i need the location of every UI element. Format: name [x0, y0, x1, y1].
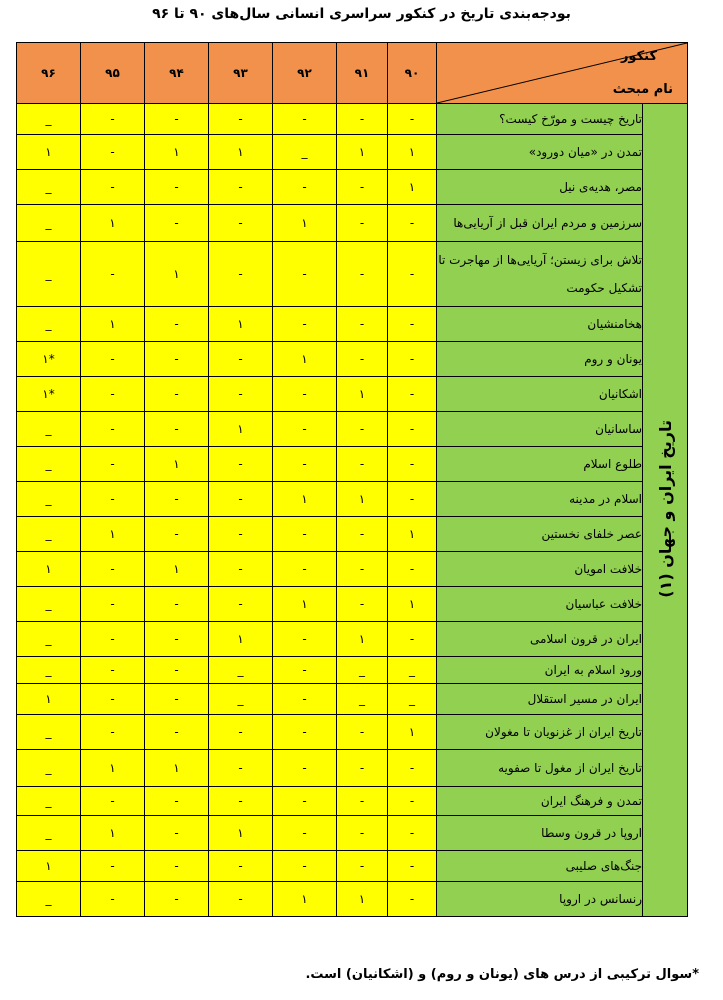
count-cell: ۱ [209, 135, 273, 170]
table-row [17, 342, 688, 377]
count-cell: - [337, 587, 388, 622]
page-title: بودجه‌بندی تاریخ در کنکور سراسری انسانی سال‌های ۹۰ تا ۹۶ [152, 6, 571, 22]
count-cell: - [145, 715, 209, 750]
count-cell: _ [17, 750, 81, 787]
count-cell: ۱ [145, 242, 209, 307]
count-cell: - [209, 104, 273, 135]
count-cell: - [81, 342, 145, 377]
count-cell: _ [337, 657, 388, 684]
count-cell: _ [17, 715, 81, 750]
konkur-label: کنکور [620, 49, 657, 64]
count-cell: ۱ [337, 377, 388, 412]
count-cell: - [388, 412, 437, 447]
count-cell: - [388, 242, 437, 307]
count-cell: ۱ [81, 517, 145, 552]
topic-name: ورود اسلام به ایران [437, 657, 643, 684]
count-cell: - [209, 587, 273, 622]
count-cell: - [81, 787, 145, 816]
count-cell: - [337, 104, 388, 135]
count-cell: _ [17, 170, 81, 205]
topic-name: خلافت عباسیان [437, 587, 643, 622]
topic-name: رنسانس در اروپا [437, 882, 643, 917]
count-cell: _ [17, 882, 81, 917]
count-cell: - [388, 342, 437, 377]
count-cell: ۱ [388, 135, 437, 170]
count-cell: - [145, 622, 209, 657]
count-cell: - [273, 307, 337, 342]
count-cell: - [209, 552, 273, 587]
count-cell: - [337, 851, 388, 882]
count-cell: - [81, 135, 145, 170]
count-cell: - [81, 882, 145, 917]
year-header: ۹۱ [337, 43, 388, 104]
count-cell: - [273, 622, 337, 657]
table-row [17, 622, 688, 657]
topic-name: تلاش برای زیستن؛ آریایی‌ها از مهاجرت تا تشکیل حکومت [437, 242, 643, 307]
count-cell: - [145, 816, 209, 851]
count-cell: - [145, 851, 209, 882]
table-row [17, 882, 688, 917]
count-cell: ۱ [388, 715, 437, 750]
count-cell: - [273, 851, 337, 882]
count-cell: - [273, 750, 337, 787]
count-cell: _ [17, 307, 81, 342]
count-cell: - [81, 170, 145, 205]
topic-name: اسلام در مدینه [437, 482, 643, 517]
count-cell: - [388, 552, 437, 587]
count-cell: _ [273, 135, 337, 170]
count-cell: - [388, 307, 437, 342]
table-row [17, 104, 688, 135]
count-cell: - [145, 587, 209, 622]
count-cell: - [388, 482, 437, 517]
table-row [17, 307, 688, 342]
count-cell: - [145, 377, 209, 412]
count-cell: ۱ [388, 587, 437, 622]
header-row [17, 43, 688, 104]
count-cell: - [337, 242, 388, 307]
count-cell: - [209, 750, 273, 787]
count-cell: _ [17, 816, 81, 851]
topic-name: اروپا در قرون وسطا [437, 816, 643, 851]
count-cell: - [273, 787, 337, 816]
count-cell: _ [17, 657, 81, 684]
count-cell: - [388, 447, 437, 482]
count-cell: ۱ [273, 587, 337, 622]
count-cell: ۱ [81, 750, 145, 787]
count-cell: - [145, 104, 209, 135]
count-cell: _ [17, 412, 81, 447]
count-cell: - [209, 342, 273, 377]
count-cell: ۱* [17, 342, 81, 377]
year-header: ۹۲ [273, 43, 337, 104]
count-cell: - [273, 377, 337, 412]
count-cell: ۱ [209, 816, 273, 851]
count-cell: ۱ [273, 205, 337, 242]
count-cell: - [337, 816, 388, 851]
count-cell: - [145, 342, 209, 377]
topic-name: ایران در قرون اسلامی [437, 622, 643, 657]
table-row [17, 851, 688, 882]
count-cell: - [388, 622, 437, 657]
count-cell: - [81, 482, 145, 517]
count-cell: ۱ [81, 816, 145, 851]
count-cell: - [388, 750, 437, 787]
count-cell: ۱ [81, 205, 145, 242]
count-cell: - [273, 412, 337, 447]
count-cell: - [145, 684, 209, 715]
count-cell: - [81, 377, 145, 412]
count-cell: - [145, 307, 209, 342]
footnote: *سوال ترکیبی از درس های (یونان و روم) و (اشکانیان) است. [305, 967, 699, 982]
count-cell: _ [388, 657, 437, 684]
count-cell: - [209, 377, 273, 412]
count-cell: - [337, 307, 388, 342]
table-row [17, 816, 688, 851]
topic-name: سرزمین و مردم ایران قبل از آریایی‌ها [437, 205, 643, 242]
table-row [17, 715, 688, 750]
count-cell: - [273, 447, 337, 482]
count-cell: - [81, 242, 145, 307]
count-cell: - [388, 816, 437, 851]
year-header: ۹۵ [81, 43, 145, 104]
count-cell: ۱ [17, 851, 81, 882]
count-cell: ۱ [273, 482, 337, 517]
count-cell: - [273, 657, 337, 684]
topic-name: جنگ‌های صلیبی [437, 851, 643, 882]
count-cell: - [337, 205, 388, 242]
count-cell: ۱ [145, 447, 209, 482]
count-cell: ۱ [17, 684, 81, 715]
count-cell: - [81, 622, 145, 657]
table-row [17, 684, 688, 715]
count-cell: - [388, 205, 437, 242]
table-row [17, 787, 688, 816]
count-cell: - [209, 170, 273, 205]
topic-name: یونان و روم [437, 342, 643, 377]
count-cell: ۱ [209, 622, 273, 657]
count-cell: - [273, 104, 337, 135]
table-row [17, 377, 688, 412]
table-row [17, 205, 688, 242]
count-cell: - [145, 170, 209, 205]
count-cell: - [81, 715, 145, 750]
count-cell: - [81, 447, 145, 482]
table-row [17, 552, 688, 587]
topic-name: ایران در مسیر استقلال [437, 684, 643, 715]
count-cell: - [81, 657, 145, 684]
count-cell: ۱ [17, 135, 81, 170]
count-cell: _ [17, 517, 81, 552]
year-header: ۹۰ [388, 43, 437, 104]
table-row [17, 657, 688, 684]
topic-name: خلافت امویان [437, 552, 643, 587]
count-cell: ۱ [145, 750, 209, 787]
topic-name: تاریخ ایران از غزنویان تا مغولان [437, 715, 643, 750]
count-cell: - [145, 657, 209, 684]
topic-name: تاریخ چیست و مورّخ کیست؟ [437, 104, 643, 135]
count-cell: - [209, 482, 273, 517]
count-cell: _ [17, 242, 81, 307]
table-row [17, 412, 688, 447]
count-cell: - [81, 412, 145, 447]
table-row [17, 447, 688, 482]
count-cell: - [273, 170, 337, 205]
count-cell: - [145, 205, 209, 242]
count-cell: - [209, 517, 273, 552]
count-cell: ۱ [337, 482, 388, 517]
count-cell: - [209, 715, 273, 750]
konkur-topic-header [437, 43, 688, 104]
count-cell: - [145, 412, 209, 447]
count-cell: - [81, 587, 145, 622]
count-cell: - [337, 447, 388, 482]
count-cell: - [209, 242, 273, 307]
count-cell: - [81, 104, 145, 135]
year-header: ۹۶ [17, 43, 81, 104]
count-cell: _ [17, 104, 81, 135]
count-cell: ۱ [145, 552, 209, 587]
count-cell: ۱ [273, 882, 337, 917]
table-row [17, 135, 688, 170]
count-cell: - [145, 517, 209, 552]
count-cell: _ [17, 205, 81, 242]
count-cell: - [81, 552, 145, 587]
count-cell: _ [388, 684, 437, 715]
count-cell: ۱ [337, 135, 388, 170]
count-cell: - [273, 242, 337, 307]
topic-label: نام مبحث [612, 82, 673, 97]
count-cell: ۱ [81, 307, 145, 342]
table-row [17, 242, 688, 307]
count-cell: - [81, 851, 145, 882]
count-cell: _ [17, 587, 81, 622]
count-cell: - [209, 447, 273, 482]
count-cell: - [81, 684, 145, 715]
topic-name: مصر، هدیه‌ی نیل [437, 170, 643, 205]
year-header: ۹۳ [209, 43, 273, 104]
count-cell: _ [17, 787, 81, 816]
count-cell: ۱ [388, 170, 437, 205]
count-cell: - [337, 750, 388, 787]
table-row [17, 170, 688, 205]
count-cell: _ [17, 447, 81, 482]
topic-name: تمدن در «میان دورود» [437, 135, 643, 170]
year-header: ۹۴ [145, 43, 209, 104]
count-cell: - [145, 882, 209, 917]
count-cell: ۱ [209, 307, 273, 342]
count-cell: - [273, 715, 337, 750]
count-cell: - [209, 882, 273, 917]
count-cell: - [273, 517, 337, 552]
count-cell: - [388, 851, 437, 882]
count-cell: ۱ [145, 135, 209, 170]
topic-name: هخامنشیان [437, 307, 643, 342]
count-cell: _ [17, 622, 81, 657]
count-cell: _ [209, 657, 273, 684]
count-cell: - [337, 787, 388, 816]
topic-name: طلوع اسلام [437, 447, 643, 482]
topic-name: تمدن و فرهنگ ایران [437, 787, 643, 816]
count-cell: - [388, 104, 437, 135]
table-row [17, 517, 688, 552]
count-cell: - [388, 787, 437, 816]
count-cell: - [209, 205, 273, 242]
topic-name: ساسانیان [437, 412, 643, 447]
count-cell: ۱ [17, 552, 81, 587]
count-cell: - [337, 342, 388, 377]
count-cell: - [145, 482, 209, 517]
count-cell: ۱ [209, 412, 273, 447]
count-cell: _ [209, 684, 273, 715]
count-cell: - [337, 517, 388, 552]
count-cell: ۱ [337, 882, 388, 917]
count-cell: ۱ [273, 342, 337, 377]
count-cell: - [337, 552, 388, 587]
topic-name: اشکانیان [437, 377, 643, 412]
table-row [17, 587, 688, 622]
count-cell: - [273, 816, 337, 851]
table-row [17, 750, 688, 787]
count-cell: - [337, 715, 388, 750]
count-cell: - [273, 684, 337, 715]
count-cell: - [209, 787, 273, 816]
topic-name: تاریخ ایران از مغول تا صفویه [437, 750, 643, 787]
group-label: تاریخ ایران و جهان (۱) [655, 419, 675, 598]
count-cell: - [337, 412, 388, 447]
count-cell: _ [17, 482, 81, 517]
count-cell: _ [337, 684, 388, 715]
count-cell: - [273, 552, 337, 587]
count-cell: - [337, 170, 388, 205]
count-cell: ۱ [388, 517, 437, 552]
count-cell: ۱ [337, 622, 388, 657]
count-cell: - [145, 787, 209, 816]
count-cell: - [209, 851, 273, 882]
count-cell: ۱* [17, 377, 81, 412]
budget-table [16, 42, 688, 917]
table-row [17, 482, 688, 517]
group-label-cell [643, 104, 688, 917]
count-cell: - [388, 882, 437, 917]
count-cell: - [388, 377, 437, 412]
topic-name: عصر خلفای نخستین [437, 517, 643, 552]
